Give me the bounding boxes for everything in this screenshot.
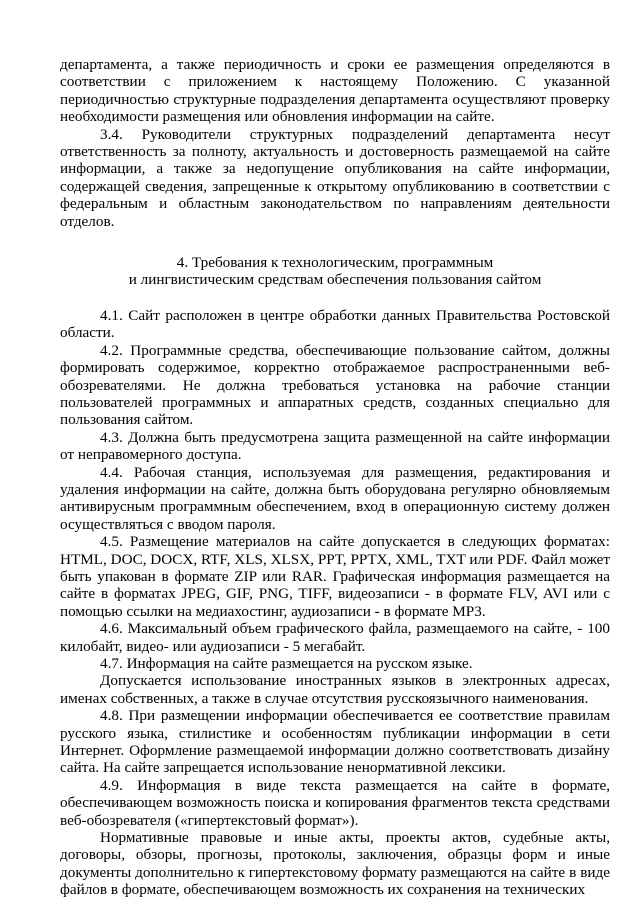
paragraph-3-4: 3.4. Руководители структурных подразделений департамента несут ответственность за полноту, актуальность и достоверность размещаемой на сайте информации, а также за недопущение опубликования на сайте информации, содержащей сведения, запрещенные к открытому опубликованию в соответствии с федеральным и областным законодательством по направлениям деятельности отделов.	[60, 125, 610, 230]
paragraph-4-8: 4.8. При размещении информации обеспечивается ее соответствие правилам русского языка, стилистике и особенностям публикации информации в сети Интернет. Оформление размещаемой информации должно соответствовать дизайну сайта. На сайте запрещается использование ненормативной лексики.	[60, 707, 610, 777]
document-page	[60, 56, 610, 899]
paragraph-4-5: 4.5. Размещение материалов на сайте допускается в следующих форматах: HTML, DOC, DOCX, RTF, XLS, XLSX, PPT, PPTX, XML, TXT или PDF. Файл может быть упакован в формате ZIP или RAR. Графическая информация размещается на сайте в форматах JPEG, GIF, PNG, TIFF, видеозаписи - в формате FLV, AVI или с помощью ссылки на медиахостинг, аудиозаписи - в формате MP3.	[60, 533, 610, 620]
paragraph-4-3: 4.3. Должна быть предусмотрена защита размещенной на сайте информации от неправомерного доступа.	[60, 428, 610, 464]
paragraph-4-9-documents: Нормативные правовые и иные акты, проекты актов, судебные акты, договоры, обзоры, прогнозы, протоколы, заключения, образцы форм и иные документы дополнительно к гипертекстовому формату размещаются на сайте в виде файлов в формате, обеспечивающем возможность их сохранения на технических	[60, 829, 610, 899]
section-heading-line-2: и лингвистическим средствам обеспечения пользования сайтом	[128, 271, 542, 289]
paragraph-4-9: 4.9. Информация в виде текста размещается на сайте в формате, обеспечивающем возможность поиска и копирования фрагментов текста средствами веб-обозревателя («гипертекстовый формат»).	[60, 776, 610, 829]
paragraph-4-7: 4.7. Информация на сайте размещается на русском языке.	[100, 655, 473, 672]
paragraph-4-7-foreign-languages: Допускается использование иностранных языков в электронных адресах, именах собственных, а также в случае отсутствия русскоязычного наименования.	[60, 672, 610, 707]
paragraph-4-1: 4.1. Сайт расположен в центре обработки данных Правительства Ростовской области.	[60, 306, 610, 342]
paragraph-4-4: 4.4. Рабочая станция, используемая для размещения, редактирования и удаления информации на сайте, должна быть оборудована регулярно обновляемым антивирусным программным обеспечением, вход в операционную систему должен осуществляться с вводом пароля.	[60, 463, 610, 533]
paragraph-4-2: 4.2. Программные средства, обеспечивающие пользование сайтом, должны формировать содержимое, корректно отображаемое распространенными веб-обозревателями. Не должна требоваться установка на рабочие станции пользователей программных и аппаратных средств, созданных специально для пользования сайтом.	[60, 341, 610, 429]
paragraph-4-6: 4.6. Максимальный объем графического файла, размещаемого на сайте, - 100 килобайт, видео- или аудиозаписи - 5 мегабайт.	[60, 620, 610, 655]
section-4-heading	[60, 254, 610, 289]
section-heading-line-1: 4. Требования к технологическим, программным	[176, 254, 494, 272]
paragraph-continuation: департамента, а также периодичность и сроки ее размещения определяются в соответствии с приложением к настоящему Положению. С указанной периодичностью структурные подразделения департамента осуществляют проверку необходимости размещения или обновления информации на сайте.	[60, 56, 610, 126]
